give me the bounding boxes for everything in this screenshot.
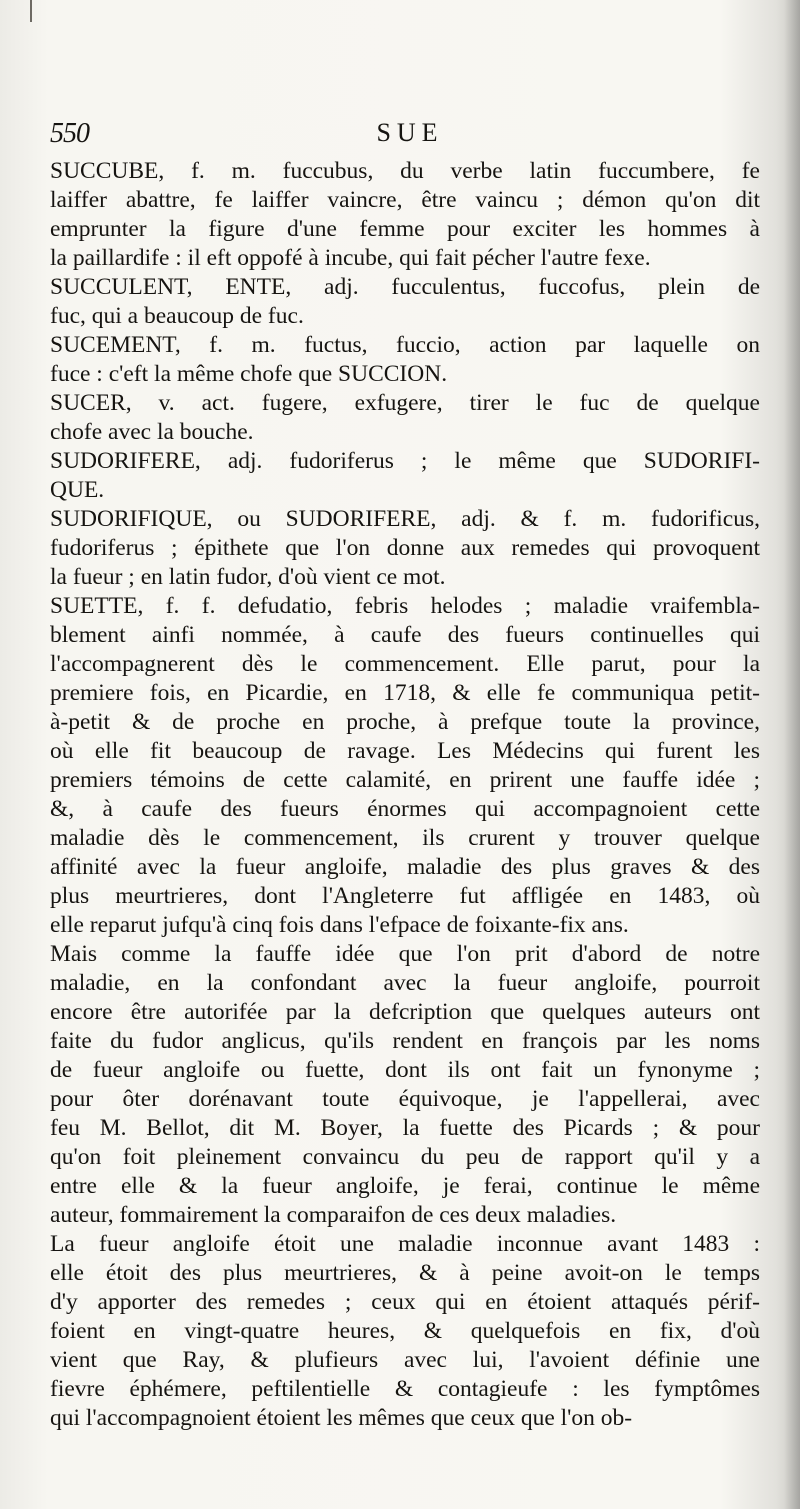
text-line: maladie dès le commencement, ils crurent y trouver quelque	[50, 825, 760, 851]
page-edge-shadow	[784, 0, 800, 1509]
running-head: SUE	[376, 118, 444, 147]
text-line: la fueur ; en latin fudor, d'où vient ce mot.	[50, 564, 446, 590]
text-line: faite du fudor anglicus, qu'ils rendent en françois par les noms	[50, 1028, 760, 1054]
dictionary-text	[50, 157, 760, 1433]
text-line: SUDORIFERE, adj. fudoriferus ; le même que SUDORIFI-	[50, 448, 760, 474]
text-line: SUCCUBE, f. m. fuccubus, du verbe latin fuccumbere, fe	[50, 158, 760, 184]
text-line: fuc, qui a beaucoup de fuc.	[50, 303, 304, 329]
text-line: entre elle & la fueur angloife, je ferai, continue le même	[50, 1173, 760, 1199]
text-line: qu'on foit pleinement convaincu du peu de rapport qu'il y a	[50, 1144, 760, 1170]
text-line: emprunter la figure d'une femme pour exciter les hommes à	[50, 216, 760, 242]
text-line: fievre éphémere, peftilentielle & contagieufe : les fymptômes	[50, 1376, 760, 1402]
text-line: SUCER, v. act. fugere, exfugere, tirer le fuc de quelque	[50, 390, 760, 416]
text-line: QUE.	[50, 477, 105, 503]
text-line: qui l'accompagnoient étoient les mêmes que ceux que l'on ob-	[50, 1405, 633, 1431]
text-line: où elle fit beaucoup de ravage. Les Médecins qui furent les	[50, 738, 760, 764]
text-line: SUDORIFIQUE, ou SUDORIFERE, adj. & f. m. fudorificus,	[50, 506, 760, 532]
text-line: feu M. Bellot, dit M. Boyer, la fuette des Picards ; & pour	[50, 1115, 760, 1141]
text-line: auteur, fommairement la comparaifon de ces deux maladies.	[50, 1202, 617, 1228]
text-line: maladie, en la confondant avec la fueur angloife, pourroit	[50, 970, 760, 996]
text-line: affinité avec la fueur angloife, maladie des plus graves & des	[50, 854, 760, 880]
text-line: de fueur angloife ou fuette, dont ils ont fait un fynonyme ;	[50, 1057, 760, 1083]
text-line: &, à caufe des fueurs énormes qui accompagnoient cette	[50, 796, 760, 822]
page-number: 550	[50, 118, 89, 149]
text-line: Mais comme la fauffe idée que l'on prit d'abord de notre	[50, 941, 760, 967]
text-line: La fueur angloife étoit une maladie inconnue avant 1483 :	[50, 1231, 760, 1257]
text-line: premiere fois, en Picardie, en 1718, & elle fe communiqua petit-	[50, 680, 760, 706]
text-line: l'accompagnerent dès le commencement. Elle parut, pour la	[50, 651, 760, 677]
text-line: SUETTE, f. f. defudatio, febris helodes ; maladie vraifembla-	[50, 593, 760, 619]
text-line: à-petit & de proche en proche, à prefque toute la province,	[50, 709, 760, 735]
text-line: vient que Ray, & plufieurs avec lui, l'avoient définie une	[50, 1347, 760, 1373]
text-line: la paillardife : il eft oppofé à incube, qui fait pécher l'autre fexe.	[50, 245, 651, 271]
text-line: chofe avec la bouche.	[50, 419, 254, 445]
text-line: laiffer abattre, fe laiffer vaincre, être vaincu ; démon qu'on dit	[50, 187, 760, 213]
text-line: fudoriferus ; épithete que l'on donne aux remedes qui provoquent	[50, 535, 760, 561]
text-line: d'y apporter des remedes ; ceux qui en étoient attaqués périf-	[50, 1289, 760, 1315]
page-edge-mark	[30, 0, 32, 22]
page-header	[50, 118, 770, 154]
text-line: pour ôter dorénavant toute équivoque, je l'appellerai, avec	[50, 1086, 760, 1112]
text-line: premiers témoins de cette calamité, en prirent une fauffe idée ;	[50, 767, 760, 793]
text-line: elle reparut jufqu'à cinq fois dans l'efpace de foixante-fix ans.	[50, 912, 629, 938]
text-line: elle étoit des plus meurtrieres, & à peine avoit-on le temps	[50, 1260, 760, 1286]
text-line: fuce : c'eft la même chofe que SUCCION.	[50, 361, 448, 387]
text-line: plus meurtrieres, dont l'Angleterre fut affligée en 1483, où	[50, 883, 760, 909]
text-line: SUCCULENT, ENTE, adj. fucculentus, fuccofus, plein de	[50, 274, 760, 300]
text-line: foient en vingt-quatre heures, & quelquefois en fix, d'où	[50, 1318, 760, 1344]
text-line: blement ainfi nommée, à caufe des fueurs continuelles qui	[50, 622, 760, 648]
text-line: encore être autorifée par la defcription que quelques auteurs ont	[50, 999, 760, 1025]
text-line: SUCEMENT, f. m. fuctus, fuccio, action par laquelle on	[50, 332, 760, 358]
